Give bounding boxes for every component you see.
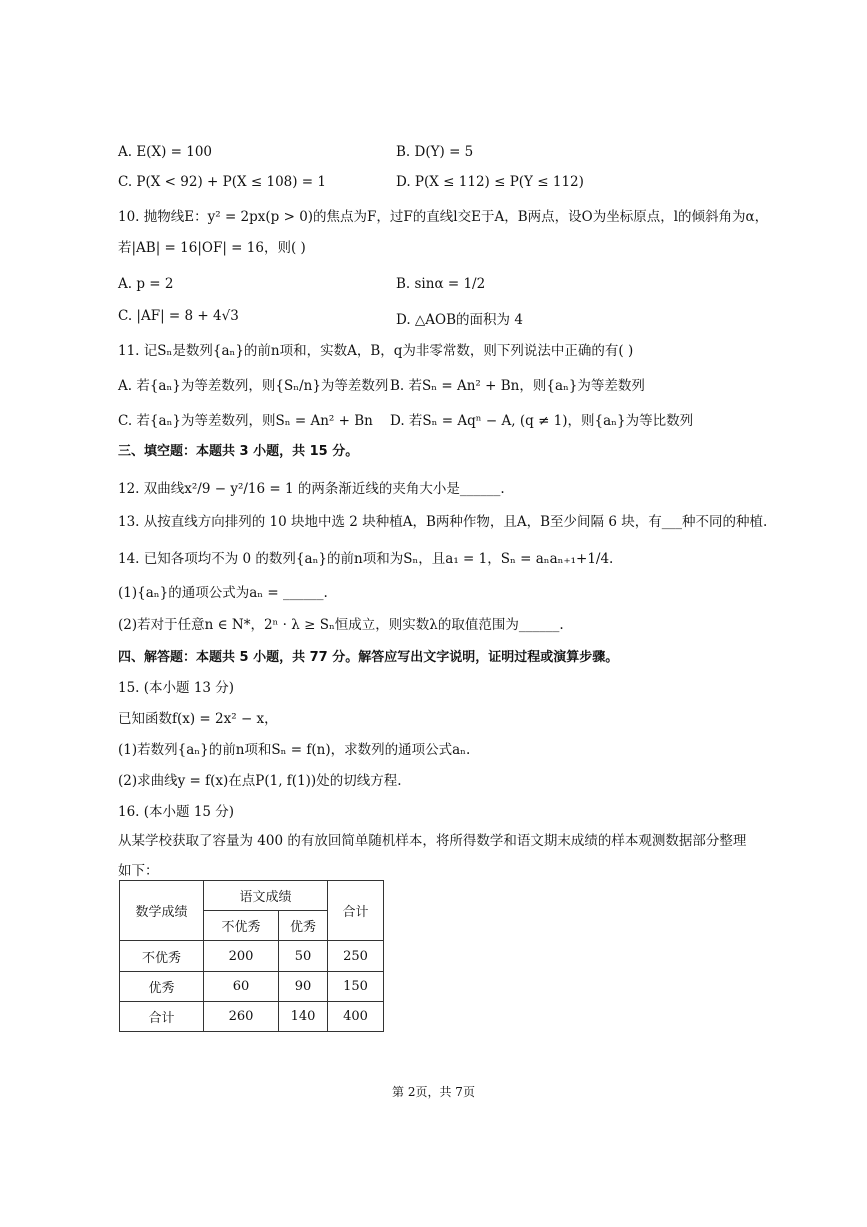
row-label: 优秀	[120, 972, 204, 1002]
q16-stem-line2: 如下：	[118, 863, 159, 879]
q15-part1: (1)若数列{aₙ}的前n项和Sₙ = f(n)，求数列的通项公式aₙ.	[118, 742, 471, 758]
header-not-excellent: 不优秀	[204, 911, 279, 941]
table-cell: 50	[279, 941, 328, 972]
q15-heading: 15. (本小题 13 分)	[118, 680, 235, 696]
q10-option-d: D. △AOB的面积为 4	[396, 312, 523, 328]
q15-part2: (2)求曲线y = f(x)在点P(1, f(1))处的切线方程.	[118, 773, 402, 789]
table-row	[120, 941, 384, 972]
table-cell: 60	[204, 972, 279, 1002]
q11-option-b: B. 若Sₙ = An² + Bn，则{aₙ}为等差数列	[390, 378, 645, 394]
q10-option-a: A. p = 2	[118, 276, 174, 292]
section-4-heading: 四、解答题：本题共 5 小题，共 77 分。解答应写出文字说明，证明过程或演算步骤。	[118, 650, 619, 665]
table-cell: 250	[328, 941, 384, 972]
q9-option-b: B. D(Y) = 5	[396, 144, 474, 160]
q14-part1: (1){aₙ}的通项公式为aₙ = ______.	[118, 585, 328, 601]
q16-heading: 16. (本小题 15 分)	[118, 804, 235, 820]
table-row	[120, 972, 384, 1002]
header-math-score: 数学成绩	[120, 881, 204, 941]
score-table	[119, 880, 384, 1032]
table-cell: 140	[279, 1002, 328, 1032]
q10-option-c: C. |AF| = 8 + 4√3	[118, 308, 239, 324]
table-cell: 90	[279, 972, 328, 1002]
q12-text: 12. 双曲线x²/9 − y²/16 = 1 的两条渐近线的夹角大小是______.	[118, 481, 505, 497]
header-total: 合计	[328, 881, 384, 941]
row-label: 合计	[120, 1002, 204, 1032]
row-label: 不优秀	[120, 941, 204, 972]
table-row	[120, 1002, 384, 1032]
q13-text: 13. 从按直线方向排列的 10 块地中选 2 块种植A，B两种作物，且A，B至少间隔 6 块，有___种不同的种植.	[118, 514, 768, 530]
q9-option-d: D. P(X ≤ 112) ≤ P(Y ≤ 112)	[396, 174, 584, 190]
table-cell: 200	[204, 941, 279, 972]
section-3-heading: 三、填空题：本题共 3 小题，共 15 分。	[118, 444, 359, 459]
header-chinese-score: 语文成绩	[204, 881, 328, 911]
table-cell: 150	[328, 972, 384, 1002]
q11-option-a: A. 若{aₙ}为等差数列，则{Sₙ/n}为等差数列	[118, 378, 389, 394]
q9-option-c: C. P(X < 92) + P(X ≤ 108) = 1	[118, 174, 326, 190]
q11-option-c: C. 若{aₙ}为等差数列，则Sₙ = An² + Bn	[118, 413, 373, 429]
q16-stem-line1: 从某学校获取了容量为 400 的有放回简单随机样本，将所得数学和语文期末成绩的样本观测数据部分整理	[118, 833, 747, 849]
q9-option-a: A. E(X) = 100	[118, 144, 212, 160]
q11-stem: 11. 记Sₙ是数列{aₙ}的前n项和，实数A，B，q为非零常数，则下列说法中正确的有( )	[118, 343, 634, 359]
q10-option-b: B. sinα = 1/2	[396, 276, 486, 292]
q14-stem: 14. 已知各项均不为 0 的数列{aₙ}的前n项和为Sₙ，且a₁ = 1，Sₙ = aₙaₙ₊₁+1/4.	[118, 551, 614, 567]
q10-stem-line2: 若|AB| = 16|OF| = 16，则( )	[118, 240, 306, 256]
q10-stem-line1: 10. 抛物线E：y² = 2px(p > 0)的焦点为F，过F的直线l交E于A，B两点，设O为坐标原点，l的倾斜角为α，	[118, 209, 769, 225]
header-excellent: 优秀	[279, 911, 328, 941]
page-footer: 第 2页，共 7页	[392, 1085, 475, 1099]
table-cell: 400	[328, 1002, 384, 1032]
table-cell: 260	[204, 1002, 279, 1032]
q11-option-d: D. 若Sₙ = Aqⁿ − A, (q ≠ 1)，则{aₙ}为等比数列	[390, 413, 694, 429]
q14-part2: (2)若对于任意n ∈ N*，2ⁿ · λ ≥ Sₙ恒成立，则实数λ的取值范围为______.	[118, 617, 564, 633]
q15-stem: 已知函数f(x) = 2x² − x，	[118, 711, 278, 727]
